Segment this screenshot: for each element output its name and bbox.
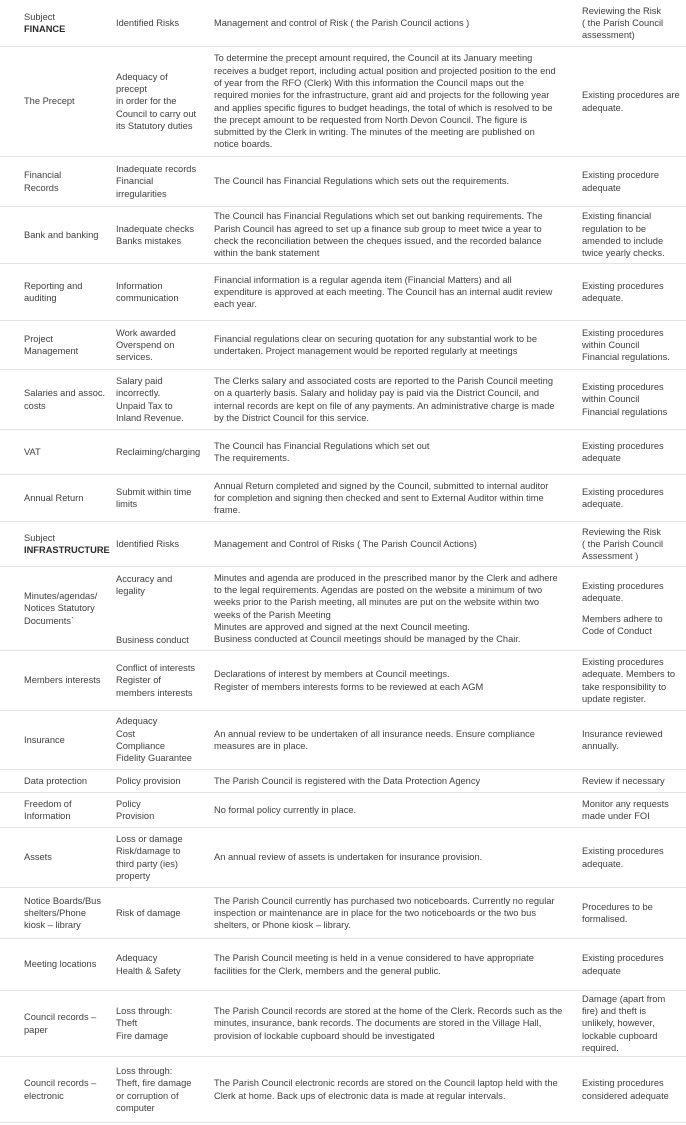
risks-line: communication xyxy=(116,293,179,303)
risks-line: Inadequate checks xyxy=(116,223,195,234)
identified-risks-label: Identified Risks xyxy=(116,538,180,549)
review-line: Procedures to be xyxy=(582,901,653,912)
management-cell xyxy=(212,939,576,990)
management-line: undertaken. Project management would be reported regularly at meetings xyxy=(214,346,518,356)
review-header xyxy=(580,0,684,46)
risks-cell xyxy=(114,264,208,320)
minutes-row xyxy=(0,567,686,651)
management-line: Business conducted at Council meetings should be managed by the Chair. xyxy=(214,634,521,645)
review-header-line: Reviewing the Risk xyxy=(582,5,662,16)
risks-line: Provision xyxy=(116,811,155,821)
review-line: Existing procedures are xyxy=(582,90,680,101)
review-cell xyxy=(580,430,684,474)
risks-cell xyxy=(114,888,208,938)
risks-cell xyxy=(114,370,208,429)
review-line: within Council xyxy=(582,394,640,405)
subject-cell xyxy=(22,888,112,938)
table-row xyxy=(0,828,686,888)
review-gap xyxy=(582,605,682,613)
risks-line: computer xyxy=(116,1102,155,1113)
risks-cell xyxy=(114,828,208,887)
subject-line: Members interests xyxy=(24,675,101,686)
management-cell xyxy=(212,711,576,769)
subject-cell xyxy=(22,264,112,320)
subject-label: Subject xyxy=(24,532,56,543)
table-row xyxy=(0,793,686,828)
subject-line: Notice Boards/Bus xyxy=(24,895,101,906)
risk-line: Accuracy and xyxy=(116,574,173,584)
subject-line: Information xyxy=(24,811,71,821)
management-line: internal records are kept on file of any payments. An administrative charge is made xyxy=(214,400,555,411)
subject-line: Annual Return xyxy=(24,492,84,503)
review-line: adequate xyxy=(582,965,621,976)
subject-cell xyxy=(22,157,112,206)
review-line: amended to include xyxy=(582,236,664,246)
review-line: made under FOI xyxy=(582,811,650,821)
risks-line: Policy xyxy=(116,798,141,809)
management-cell xyxy=(212,793,576,827)
risks-line: Health & Safety xyxy=(116,965,181,976)
minutes-subject xyxy=(22,567,112,650)
management-cell xyxy=(212,157,576,206)
risks-cell xyxy=(114,47,208,156)
risks-line: Loss through: xyxy=(116,1065,173,1076)
identified-risks-label: Identified Risks xyxy=(116,17,180,28)
review-line: Existing procedures xyxy=(582,280,664,291)
risks-line: Conflict of interests xyxy=(116,663,196,674)
management-header xyxy=(212,0,576,46)
management-line: submitted by the Clerk in writing. The minutes of the meeting are published on xyxy=(214,127,535,138)
management-cell xyxy=(212,47,576,156)
management-line: Clerk at home. Back ups of electronic data is made at regular intervals. xyxy=(214,1090,506,1101)
management-line: The Parish Council records are stored at the home of the Clerk. Records such as the xyxy=(214,1006,563,1017)
risks-line: Work awarded xyxy=(116,327,176,338)
management-line: Annual Return completed and signed by the Council, submitted to internal auditor xyxy=(214,480,549,491)
subject-line: Records xyxy=(24,182,59,193)
review-line: Existing financial xyxy=(582,211,652,222)
risks-line: irregularities xyxy=(116,188,167,199)
risks-line: Theft, fire damage xyxy=(116,1078,192,1089)
table-row xyxy=(0,321,686,370)
review-line: unlikely, however, xyxy=(582,1018,655,1029)
review-line: Existing procedures xyxy=(582,846,664,857)
risks-line: Salary paid xyxy=(116,375,163,386)
management-line: within the bank statement xyxy=(214,248,320,259)
table-row xyxy=(0,207,686,264)
risks-cell xyxy=(114,711,208,769)
risks-line: Adequacy xyxy=(116,716,158,727)
management-label: Management and control of Risk ( the Parish Council actions ) xyxy=(214,17,470,28)
review-header xyxy=(580,522,684,566)
review-cell xyxy=(580,651,684,710)
subject-line: Salaries and assoc. xyxy=(24,388,106,399)
management-line: The Clerks salary and associated costs are reported to the Parish Council meeting xyxy=(214,375,553,386)
management-line: Minutes and agenda are produced in the prescribed manor by the Clerk and adhere xyxy=(214,572,558,583)
table-row xyxy=(0,770,686,793)
management-cell xyxy=(212,264,576,320)
table-row xyxy=(0,939,686,991)
review-line: twice yearly checks. xyxy=(582,248,665,259)
risks-line: Fidelity Guarantee xyxy=(116,753,192,764)
subject-cell xyxy=(22,828,112,887)
subject-cell xyxy=(22,651,112,710)
review-line: required. xyxy=(582,1042,619,1053)
risks-line: property xyxy=(116,870,151,881)
management-line: inspection or maintenance are in place for the two noticeboards or the two bus xyxy=(214,907,536,918)
review-line: fire) and theft is xyxy=(582,1006,647,1017)
review-line: adequate. xyxy=(582,593,624,604)
review-line: Existing procedures xyxy=(582,486,664,497)
subject-line: Freedom of xyxy=(24,798,72,809)
review-line: Existing procedures xyxy=(582,953,664,964)
review-line: adequate. xyxy=(582,858,624,869)
risks-line: third party (ies) xyxy=(116,858,178,869)
review-cell xyxy=(580,770,684,792)
management-cell xyxy=(212,370,576,429)
management-line: facilities for the Clerk, members and the general public. xyxy=(214,965,441,976)
review-cell xyxy=(580,475,684,521)
review-line: Existing procedures xyxy=(582,382,664,393)
management-header xyxy=(212,522,576,566)
review-line: annually. xyxy=(582,741,619,751)
risks-line: Financial xyxy=(116,176,154,187)
review-line: adequate. xyxy=(582,499,624,509)
subject-header xyxy=(22,522,112,566)
subject-cell xyxy=(22,1057,112,1122)
subject-line: Bank and banking xyxy=(24,229,99,240)
review-cell xyxy=(580,207,684,263)
management-line: The requirements. xyxy=(214,453,290,463)
management-line: Declarations of interest by members at Council meetings. xyxy=(214,669,450,680)
review-line: Insurance reviewed xyxy=(582,728,663,739)
risks-line: Risk/damage to xyxy=(116,846,181,857)
review-cell xyxy=(580,711,684,769)
review-line: update register. xyxy=(582,693,647,704)
management-line: To determine the precept amount required, the Council at its January meeting xyxy=(214,53,533,64)
risks-line: incorrectly. xyxy=(116,388,161,399)
subject-finance-title: FINANCE xyxy=(24,24,66,34)
risks-line: Adequacy of xyxy=(116,71,168,82)
review-line: formalised. xyxy=(582,914,628,924)
table-row xyxy=(0,888,686,939)
risks-line: Information xyxy=(116,280,163,291)
risks-cell xyxy=(114,157,208,206)
risks-line: limits xyxy=(116,499,138,509)
review-line: considered adequate xyxy=(582,1090,669,1101)
review-cell xyxy=(580,828,684,887)
management-cell xyxy=(212,321,576,369)
risks-line: Inadequate records xyxy=(116,164,197,175)
risks-cell xyxy=(114,475,208,521)
review-cell xyxy=(580,793,684,827)
finance-header-row xyxy=(0,0,686,47)
subject-cell xyxy=(22,207,112,263)
review-header-line: assessment) xyxy=(582,30,635,41)
management-line: frame. xyxy=(214,505,241,516)
subject-line: costs xyxy=(24,400,46,411)
review-cell xyxy=(580,888,684,938)
risks-line: Council to carry out xyxy=(116,108,197,119)
management-line: weeks prior to the Parish meeting, all minutes are put on the website within two xyxy=(214,597,540,608)
risks-line: Fire damage xyxy=(116,1030,169,1041)
risks-cell xyxy=(114,991,208,1056)
risks-line: Submit within time xyxy=(116,486,192,497)
management-line: to the legal requirements. Agendas are posted on the website a minimum of two xyxy=(214,584,543,595)
review-line: Code of Conduct xyxy=(582,625,652,636)
table-row xyxy=(0,711,686,770)
review-line: take responsibility to xyxy=(582,681,667,692)
table-row xyxy=(0,430,686,475)
management-line: on a quarterly basis. Salary and holiday pay is paid via the District Council, and xyxy=(214,388,540,399)
management-line: Register of members interests forms to be reviewed at each AGM xyxy=(214,681,484,692)
management-line: measures are in place. xyxy=(214,741,309,751)
management-line: The Council has Financial Regulations which sets out the requirements. xyxy=(214,176,510,187)
review-line: Existing procedures xyxy=(582,580,664,591)
risks-line: Overspend on xyxy=(116,339,175,350)
table-row xyxy=(0,651,686,711)
subject-cell xyxy=(22,47,112,156)
management-line: check the reconciliation between the cheques issued, and the recorded balance xyxy=(214,236,542,246)
risks-line: Inland Revenue. xyxy=(116,412,184,423)
management-line: weeks of the Parish Meeting xyxy=(214,609,331,620)
risks-line: Adequacy xyxy=(116,953,158,964)
review-line: Financial regulations. xyxy=(582,352,670,363)
subject-line: electronic xyxy=(24,1090,64,1101)
subject-cell xyxy=(22,370,112,429)
risk-line: legality xyxy=(116,586,145,597)
risks-cell xyxy=(114,770,208,792)
management-cell xyxy=(212,770,576,792)
management-cell xyxy=(212,828,576,887)
management-line: notice boards. xyxy=(214,139,273,150)
subject-line: Documents` xyxy=(24,615,75,626)
management-line: No formal policy currently in place. xyxy=(214,804,357,815)
infrastructure-header-row xyxy=(0,522,686,567)
subject-line: Minutes/agendas/ xyxy=(24,591,98,602)
management-line: and applies specific figures to budget headings, the total of which is resolved to be xyxy=(214,102,553,113)
table-row xyxy=(0,370,686,430)
risks-cell xyxy=(114,321,208,369)
risks-line: Unpaid Tax to xyxy=(116,400,173,411)
subject-line: Reporting and xyxy=(24,280,83,291)
management-line: of year from the RFO (Clerk) With this information the Council maps out the xyxy=(214,77,525,88)
minutes-review xyxy=(580,567,684,650)
review-header-line: ( the Parish Council xyxy=(582,17,664,28)
subject-line: Insurance xyxy=(24,734,65,745)
management-line: for completion and signing then checked and sent to External Auditor within time xyxy=(214,492,544,503)
risks-line: Loss or damage xyxy=(116,833,183,844)
subject-line: Management xyxy=(24,346,79,356)
subject-header xyxy=(22,0,112,46)
subject-cell xyxy=(22,711,112,769)
review-line: regulation to be xyxy=(582,223,647,234)
management-cell xyxy=(212,430,576,474)
management-cell xyxy=(212,651,576,710)
review-line: Existing procedures xyxy=(582,327,664,338)
risks-line: services. xyxy=(116,352,153,363)
subject-cell xyxy=(22,475,112,521)
table-row xyxy=(0,47,686,157)
management-cell xyxy=(212,1057,576,1122)
review-line: adequate. xyxy=(582,293,624,303)
subject-cell xyxy=(22,770,112,792)
review-line: lockable cupboard xyxy=(582,1030,658,1041)
minutes-risks xyxy=(114,567,208,650)
risks-line: or corruption of xyxy=(116,1090,179,1101)
management-line: The Parish Council electronic records are stored on the Council laptop held with the xyxy=(214,1078,558,1089)
review-line: Monitor any requests xyxy=(582,798,669,809)
review-cell xyxy=(580,157,684,206)
review-line: Damage (apart from xyxy=(582,993,666,1004)
subject-cell xyxy=(22,793,112,827)
review-cell xyxy=(580,1057,684,1122)
review-line: within Council xyxy=(582,339,640,350)
review-cell xyxy=(580,370,684,429)
subject-line: Council records – xyxy=(24,1078,97,1089)
subject-cell xyxy=(22,939,112,990)
management-label: Management and Control of Risks ( The Parish Council Actions) xyxy=(214,538,477,549)
review-header-line: Reviewing the Risk xyxy=(582,526,662,537)
subject-line: paper xyxy=(24,1024,48,1035)
management-line: required monies for the infrastructure, grant aid and projects for the following year xyxy=(214,90,550,101)
management-line: An annual review to be undertaken of all insurance needs. Ensure compliance xyxy=(214,728,535,739)
management-line: Parish Council has agreed to set up a finance sub group to meet twice a year to xyxy=(214,223,542,234)
risks-line: Banks mistakes xyxy=(116,236,182,246)
management-line: expenditure is approved at each meeting. The Council has an internal audit review xyxy=(214,286,553,297)
review-line: adequate. Members to xyxy=(582,669,676,680)
management-cell xyxy=(212,475,576,521)
review-cell xyxy=(580,47,684,156)
subject-line: kiosk – library xyxy=(24,920,81,931)
risks-cell xyxy=(114,430,208,474)
management-line: Financial regulations clear on securing quotation for any substantial work to be xyxy=(214,333,537,344)
review-line: Existing procedure xyxy=(582,170,659,181)
risks-cell xyxy=(114,939,208,990)
review-line: Review if necessary xyxy=(582,775,665,786)
risks-line: Reclaiming/charging xyxy=(116,446,201,457)
subject-line: Notices Statutory xyxy=(24,603,95,614)
subject-label: Subject xyxy=(24,11,56,22)
risks-line: Compliance xyxy=(116,741,166,751)
review-cell xyxy=(580,321,684,369)
management-line: by the District Council for this service. xyxy=(214,412,369,423)
risks-line: Risk of damage xyxy=(116,907,181,918)
risks-line: its Statutory duties xyxy=(116,120,193,131)
management-line: The Council has Financial Regulations which set out banking requirements. The xyxy=(214,211,543,222)
subject-line: VAT xyxy=(24,446,41,457)
risks-cell xyxy=(114,207,208,263)
minutes-management xyxy=(212,567,576,650)
subject-line: Council records – xyxy=(24,1012,97,1023)
management-line: minutes, insurance, bank records. The documents are stored in the Village Hall, xyxy=(214,1018,542,1029)
management-line: each year. xyxy=(214,299,257,310)
management-line: provision of lockable cupboard should be investigated xyxy=(214,1030,435,1041)
subject-line: auditing xyxy=(24,293,57,303)
subject-line: The Precept xyxy=(24,96,75,107)
subject-line: Data protection xyxy=(24,775,88,786)
review-line: adequate xyxy=(582,453,621,463)
review-line: Existing procedures xyxy=(582,656,664,667)
review-cell xyxy=(580,939,684,990)
review-line: Financial regulations xyxy=(582,406,668,417)
table-row xyxy=(0,1057,686,1123)
review-line: Existing procedures xyxy=(582,440,664,451)
management-line: An annual review of assets is undertaken for insurance provision. xyxy=(214,852,483,863)
risks-cell xyxy=(114,651,208,710)
review-line: adequate. xyxy=(582,102,624,113)
subject-cell xyxy=(22,991,112,1056)
subject-line: Financial xyxy=(24,170,62,181)
subject-infrastructure-title: INFRASTRUCTURE xyxy=(24,545,110,555)
table-row xyxy=(0,991,686,1057)
review-cell xyxy=(580,991,684,1056)
management-line: The Parish Council meeting is held in a venue considered to have appropriate xyxy=(214,953,534,964)
subject-line: Project xyxy=(24,333,53,344)
risks-cell xyxy=(114,793,208,827)
subject-cell xyxy=(22,430,112,474)
risks-line: Cost xyxy=(116,728,136,739)
risk-line: Business conduct xyxy=(116,634,189,645)
risks-line: Policy provision xyxy=(116,775,181,786)
management-line: shelters, or Phone kiosk – library. xyxy=(214,920,351,931)
subject-cell xyxy=(22,321,112,369)
management-cell xyxy=(212,991,576,1056)
management-line: The Parish Council is registered with the Data Protection Agency xyxy=(214,775,481,786)
table-row xyxy=(0,264,686,321)
table-row xyxy=(0,475,686,522)
subject-line: Meeting locations xyxy=(24,959,97,970)
management-line: The Parish Council currently has purchased two noticeboards. Currently no regular xyxy=(214,895,555,906)
identified-risks-header xyxy=(114,522,208,566)
subject-line: Assets xyxy=(24,852,52,863)
management-cell xyxy=(212,207,576,263)
review-line: adequate xyxy=(582,182,621,193)
risks-line: precept xyxy=(116,84,148,95)
risks-cell xyxy=(114,1057,208,1122)
risks-line: Loss through: xyxy=(116,1006,173,1017)
risks-line: Theft xyxy=(116,1018,138,1029)
review-cell xyxy=(580,264,684,320)
risks-line: Register of xyxy=(116,675,161,686)
review-line: Members adhere to xyxy=(582,613,663,624)
table-row xyxy=(0,157,686,207)
management-line: The Council has Financial Regulations which set out xyxy=(214,440,430,451)
management-cell xyxy=(212,888,576,938)
risks-line: in order for the xyxy=(116,96,177,107)
risks-line: members interests xyxy=(116,687,193,698)
review-header-line: ( the Parish Council xyxy=(582,538,664,549)
management-line: Financial information is a regular agenda item (Financial Matters) and all xyxy=(214,274,512,285)
identified-risks-header xyxy=(114,0,208,46)
review-line: Existing procedures xyxy=(582,1078,664,1089)
management-line: receives a budget report, including actual position and projected position to the end xyxy=(214,65,556,76)
management-line: the precept amount to be requested from North Devon Council. The figure is xyxy=(214,114,527,125)
review-header-line: Assessment ) xyxy=(582,551,639,562)
management-line: Minutes are approved and signed at the next Council meeting. xyxy=(214,621,470,632)
subject-line: shelters/Phone xyxy=(24,907,87,918)
